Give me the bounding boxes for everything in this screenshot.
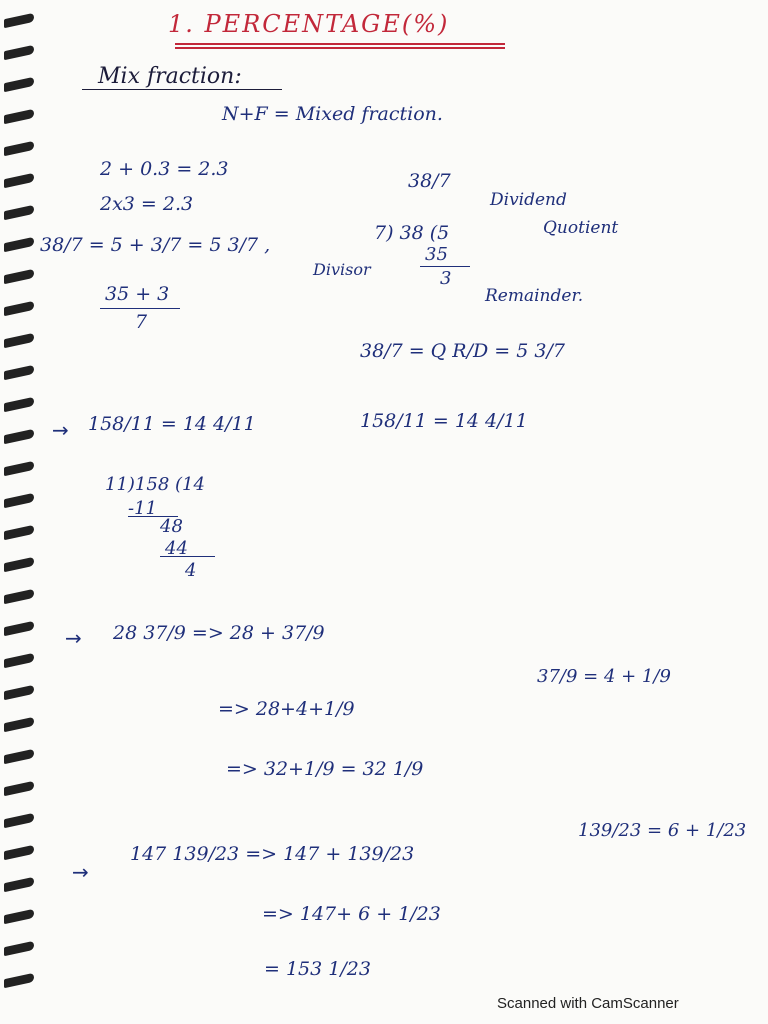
- example-37-over-9-right: 37/9 = 4 + 1/9: [537, 666, 671, 687]
- spiral-coil: [0, 398, 40, 412]
- spiral-coil: [0, 686, 40, 700]
- division-bar-2: [160, 556, 215, 557]
- example-158-over-11: 158/11 = 14 4/11: [88, 413, 256, 435]
- spiral-coil: [0, 654, 40, 668]
- spiral-coil: [0, 782, 40, 796]
- heading-underline: [82, 89, 282, 90]
- page-title: 1. PERCENTAGE(%): [168, 10, 450, 38]
- example-38-over-7: 38/7 = 5 + 3/7 = 5 3/7 ,: [40, 234, 271, 256]
- spiral-coil: [0, 718, 40, 732]
- spiral-coil: [0, 142, 40, 156]
- arrow-icon: →: [52, 418, 69, 442]
- spiral-coil: [0, 14, 40, 28]
- division-setup: 7) 38 (5: [374, 222, 450, 244]
- long-division-line-4: 44: [165, 538, 188, 559]
- spiral-coil: [0, 110, 40, 124]
- spiral-coil: [0, 622, 40, 636]
- spiral-coil: [0, 206, 40, 220]
- step-28-plus-4: => 28+4+1/9: [218, 698, 355, 720]
- spiral-coil: [0, 302, 40, 316]
- spiral-coil: [0, 46, 40, 60]
- spiral-coil: [0, 750, 40, 764]
- section-heading: Mix fraction:: [98, 64, 242, 89]
- spiral-coil: [0, 366, 40, 380]
- long-division-line-1: 11)158 (14: [105, 474, 205, 495]
- spiral-coil: [0, 910, 40, 924]
- fraction-denominator: 7: [135, 311, 148, 333]
- long-division-line-2: -11: [128, 498, 157, 519]
- example-28-37-over-9: 28 37/9 => 28 + 37/9: [113, 622, 325, 644]
- fraction-38-over-7: 38/7: [408, 170, 451, 192]
- spiral-coil: [0, 334, 40, 348]
- spiral-coil: [0, 430, 40, 444]
- title-underline: [175, 43, 505, 45]
- example-147-139-over-23: 147 139/23 => 147 + 139/23: [130, 843, 415, 865]
- step-153-one-23rd: = 153 1/23: [264, 958, 371, 980]
- title-underline-2: [175, 47, 505, 49]
- label-divisor: Divisor: [313, 260, 371, 279]
- spiral-coil: [0, 174, 40, 188]
- spiral-coil: [0, 814, 40, 828]
- example-158-over-11-right: 158/11 = 14 4/11: [360, 410, 528, 432]
- scanner-watermark: Scanned with CamScanner: [497, 995, 679, 1012]
- example-139-over-23-right: 139/23 = 6 + 1/23: [578, 820, 747, 841]
- spiral-coil: [0, 974, 40, 988]
- long-division-line-3: 48: [160, 516, 183, 537]
- spiral-coil: [0, 494, 40, 508]
- definition: N+F = Mixed fraction.: [222, 103, 443, 125]
- division-bar: [420, 266, 470, 267]
- formula-q-r-d: 38/7 = Q R/D = 5 3/7: [360, 340, 565, 362]
- step-147-plus-6: => 147+ 6 + 1/23: [262, 903, 441, 925]
- arrow-icon: →: [65, 626, 82, 650]
- division-remainder: 3: [440, 268, 452, 289]
- example-decimal-product: 2x3 = 2.3: [100, 193, 194, 215]
- spiral-coil: [0, 878, 40, 892]
- spiral-coil: [0, 270, 40, 284]
- long-division-remainder: 4: [185, 560, 197, 581]
- spiral-coil: [0, 462, 40, 476]
- fraction-numerator: 35 + 3: [105, 283, 170, 305]
- spiral-coil: [0, 558, 40, 572]
- example-decimal-sum: 2 + 0.3 = 2.3: [100, 158, 229, 180]
- label-remainder: Remainder.: [485, 286, 584, 306]
- fraction-bar: [100, 308, 180, 309]
- step-32-one-ninth: => 32+1/9 = 32 1/9: [226, 758, 424, 780]
- spiral-coil: [0, 238, 40, 252]
- arrow-icon: →: [72, 860, 89, 884]
- label-dividend: Dividend: [490, 190, 567, 210]
- spiral-coil: [0, 590, 40, 604]
- spiral-coil: [0, 846, 40, 860]
- spiral-coil: [0, 526, 40, 540]
- label-quotient: Quotient: [543, 218, 619, 238]
- division-product: 35: [425, 244, 448, 265]
- spiral-coil: [0, 78, 40, 92]
- spiral-coil: [0, 942, 40, 956]
